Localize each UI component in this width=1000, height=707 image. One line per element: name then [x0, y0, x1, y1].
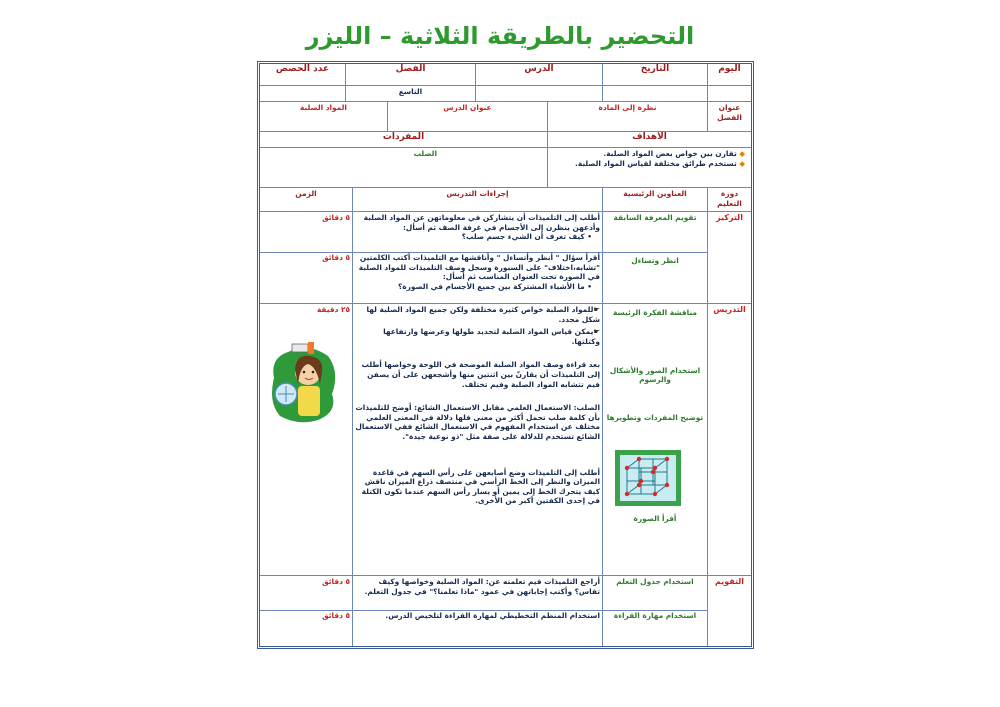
- girl-scientist-image: [268, 338, 340, 424]
- lesson-title-label: عنوان الدرس: [387, 102, 547, 131]
- info-row: [260, 102, 751, 132]
- lesson-value: [475, 86, 602, 101]
- evaluation-label: التقويم: [707, 576, 751, 646]
- vocabulary-item: الصلب: [413, 149, 437, 158]
- eval1-time: ٥ دقائق: [322, 577, 350, 586]
- date-value: [602, 86, 707, 101]
- teaching-label: التدريس: [707, 304, 751, 575]
- header-periods: عدد الحصص: [275, 64, 330, 74]
- header-row: [260, 64, 751, 86]
- page-title: التحضير بالطريقة الثلاثية – الليزر: [305, 22, 695, 50]
- pointing-hand-icon: ☛: [593, 327, 600, 337]
- class-value: التاسع: [345, 86, 475, 101]
- heading-main-idea: مناقشة الفكرة الرئيسة: [613, 308, 697, 317]
- teaching-procedures: [352, 304, 602, 575]
- focus-label: التركيز: [707, 212, 751, 303]
- row1-heading: تقويم المعرفة السابقة: [602, 212, 707, 252]
- eval-row-1: [260, 576, 707, 611]
- chapter-title-label: عنوان الفصل: [707, 102, 751, 131]
- evaluation-rows: [260, 576, 707, 646]
- row1-time: ٥ دقائق: [322, 213, 350, 222]
- lesson-title-value: المواد الصلبة: [300, 103, 347, 112]
- teaching-section: [260, 304, 751, 576]
- columns-header-row: [260, 188, 751, 212]
- col-headings: العناوين الرئيسية: [602, 188, 707, 211]
- focus-row-1: [260, 212, 707, 253]
- subject-overview-label: نظرة إلى المادة: [547, 102, 707, 131]
- crystal-lattice-image: [615, 450, 681, 506]
- objectives-label: الأهداف: [547, 132, 751, 147]
- objectives-list: [547, 148, 751, 187]
- teach-paragraph: الصلب: الاستعمال العلمي مقابل الاستعمال الشائع: أوضح للتلميذات بأن كلمة صلب تحمل أكثر من معنى فلها دلالة في المعنى العلمي مختلف عن استخدام المفهوم في الاستعمال الشائع ففي الاستعمال الشائع تستخدم للدلالة على صفة مثل "ذو نوعية جيدة".: [355, 403, 600, 441]
- header-values-row: [260, 86, 751, 102]
- row2-time: ٥ دقائق: [322, 253, 350, 262]
- header-lesson: الدرس: [475, 64, 602, 85]
- col-procedures: إجراءات التدريس: [352, 188, 602, 211]
- heading-vocabulary: توضيح المفردات وتطويرها: [606, 412, 704, 422]
- objective-item: ◆ تقارن بين خواص بعض المواد الصلبة.: [603, 149, 745, 158]
- focus-section: [260, 212, 751, 304]
- teach-paragraph: ☛يمكن قياس المواد الصلبة لتحديد طولها وعرضها وارتفاعها وكتلتها.: [383, 327, 600, 346]
- eval2-heading: استخدام مهارة القراءة: [602, 610, 707, 646]
- teaching-time: ٢٥ دقيقة: [316, 305, 350, 314]
- arrow-bullet-icon: ◆: [739, 158, 745, 168]
- teaching-headings: [602, 304, 707, 575]
- evaluation-section: [260, 576, 751, 646]
- pointing-hand-icon: ☛: [593, 305, 600, 314]
- row1-procedure: أطلب إلى التلميذات أن يتشاركن في معلوماتهن عن المواد الصلبة وأدعهن ينظرن إلى الأجسام في غرفة الصف ثم أسأل: • كيف تعرف أن الشيء جسم صلب؟: [352, 212, 602, 252]
- day-value: [707, 86, 751, 101]
- col-time: الزمن: [295, 189, 317, 198]
- heading-pictures: استخدام الصور والأشكال والرسوم: [609, 365, 701, 385]
- objective-item: ◆ تستخدم طرائق مختلفة لقياس المواد الصلبة.: [575, 158, 745, 168]
- row2-heading: انظر وتساءل: [602, 252, 707, 303]
- header-day: اليوم: [707, 64, 751, 85]
- objectives-header-row: [260, 132, 751, 148]
- teach-paragraph: أطلب إلى التلميذات وضع أصابعهن على رأس السهم في قاعدة الميزان والنظر إلى الخط الرأسي في منتصف ذراع الميزان ناقش كيف يتحرك الخط إلى يمين أو يسار رأس السهم عندما تكون الكتلة في إحدى الكفتين أكبر من الأخرى.: [361, 467, 600, 506]
- periods-value: [260, 86, 345, 101]
- eval1-heading: استخدام جدول التعلم: [602, 576, 707, 610]
- row2-procedure: أقرأ سؤال " أنظر وأتساءل " وأناقشها مع التلميذات أكتب الكلمتين "تشابه،اختلاف" على السبورة وسجل وصف التلميذات للمواد الصلبة في الصورة تحت العنوان المناسب ثم أسأل: • ما الأشياء المشتركة بين جميع الأجسام في الصورة؟: [352, 252, 602, 303]
- lesson-plan-table: [257, 61, 754, 649]
- teach-paragraph: بعد قراءة وصف المواد الصلبة الموضحة في اللوحة وخواصها أطلب إلى التلميذات أن يقارنّ بين اثنتين منها وأشجعهن على أن يصفن فيم تتشابه المواد الصلبة وفيم تختلف.: [361, 360, 600, 389]
- focus-row-2: [260, 252, 707, 303]
- col-cycle: دورة التعليم: [707, 188, 751, 211]
- objectives-content-row: [260, 148, 751, 188]
- focus-rows: [260, 212, 707, 303]
- header-class: الفصل: [345, 64, 475, 85]
- teach-paragraph: ☛للمواد الصلبة خواص كثيرة مختلفة ولكن جميع المواد الصلبة لها شكل محدد.: [366, 305, 600, 324]
- vocabulary-label: المفردات: [382, 132, 425, 142]
- heading-read-picture: أقرأ الصورة: [633, 514, 677, 523]
- header-date: التاريخ: [602, 64, 707, 85]
- eval-row-2: [260, 610, 707, 646]
- arrow-bullet-icon: ◆: [739, 149, 745, 158]
- teaching-time-cell: [260, 304, 352, 575]
- eval2-time: ٥ دقائق: [322, 611, 350, 620]
- eval2-procedure: استخدام المنظم التخطيطي لمهارة القراءة لتلخيص الدرس.: [352, 610, 602, 646]
- eval1-procedure: أراجع التلميذات فيم تعلمته عن: المواد الصلبة وخواصها وكيف تقاس؟ وأكتب إجاباتهن في عمود "ماذا تعلمنا؟" في جدول التعلم.: [352, 576, 602, 610]
